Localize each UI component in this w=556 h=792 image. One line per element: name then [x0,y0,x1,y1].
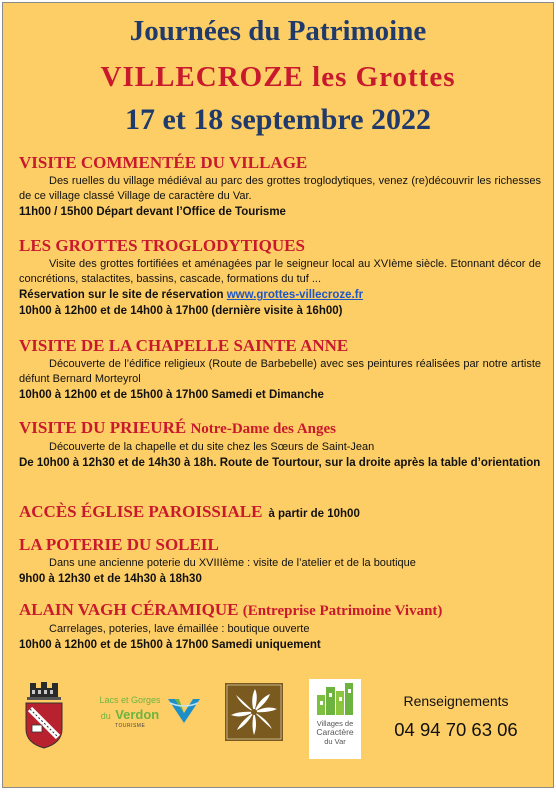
section-time: à partir de 10h00 [268,508,360,520]
section-description: Dans une ancienne poterie du XVIIIème : visite de l’atelier et de la boutique [49,557,416,569]
section-poterie [19,535,541,587]
section-title: VISITE COMMENTÉE DU VILLAGE [19,153,308,172]
section-title: LA POTERIE DU SOLEIL [19,535,219,554]
section-description: Découverte de l’édifice religieux (Route de Barbebelle) avec ses peintures réalisées par notre artiste défunt Bernard Morteyrol [19,358,541,385]
section-grottes [19,236,541,319]
section-schedule: 9h00 à 12h30 et de 14h30 à 18h30 [19,573,202,585]
section-title: LES GROTTES TROGLODYTIQUES [19,236,305,255]
verdon-logo-line1: Lacs et Gorges [99,695,161,705]
sun-swirl-logo-icon [225,683,283,741]
verdon-v-icon [167,697,201,725]
logos-row [3,671,553,781]
reservation-text: Réservation sur le site de réservation [19,289,227,301]
vc-logo-line1: Villages de [316,719,354,728]
section-schedule: 11h00 / 15h00 Départ devant l’Office de Tourisme [19,206,286,218]
section-chapelle [19,336,541,403]
section-description: Découverte de la chapelle et du site chez les Sœurs de Saint-Jean [49,441,375,453]
section-description: Carrelages, poteries, lave émaillée : boutique ouverte [49,623,310,635]
section-title: ACCÈS ÉGLISE PAROISSIALE [19,502,263,521]
verdon-logo-line4: TOURISME [115,723,146,729]
section-schedule: De 10h00 à 12h30 et de 14h30 à 18h. Route de Tourtour, sur la droite après la table d’orientation [19,457,541,469]
section-schedule: 10h00 à 12h00 et de 15h00 à 17h00 Samedi uniquement [19,639,321,651]
section-description: Des ruelles du village médiéval au parc des grottes troglodytiques, venez (re)découvrir les richesses de ce village classé Village de caractère du Var. [19,175,541,202]
verdon-logo-line2: du [100,711,111,721]
header-village: VILLECROZE les Grottes [100,61,456,93]
header-title: Journées du Patrimoine [129,15,427,47]
section-subtitle: (Entreprise Patrimoine Vivant) [242,603,443,619]
section-schedule: 10h00 à 12h00 et de 15h00 à 17h00 Samedi et Dimanche [19,389,324,401]
contact-block [381,693,531,741]
vc-logo-line2: Caractère [316,727,354,737]
section-schedule: 10h00 à 12h00 et de 14h00 à 17h00 (dernière visite à 16h00) [19,305,343,317]
village-skyline-icon [315,683,355,715]
section-subtitle: Notre-Dame des Anges [190,421,336,437]
section-ceramique [19,600,541,653]
villecroze-coat-of-arms-icon [21,679,67,749]
section-description: Visite des grottes fortifiées et aménagées par le seigneur local au XVIème siècle. Etonnant décor de concrétions, stalactites, bassins, cascade, formations du tuf ... [19,258,541,285]
contact-phone: 04 94 70 63 06 [394,719,518,740]
villages-de-caractere-logo [309,679,361,759]
section-title: VISITE DU PRIEURÉ [19,418,187,437]
contact-label: Renseignements [403,693,509,709]
section-eglise [19,502,541,524]
section-prieure [19,418,541,471]
header-dates: 17 et 18 septembre 2022 [124,103,432,136]
vc-logo-line3: du Var [324,737,346,746]
poster [2,2,554,788]
verdon-logo-line3: Verdon [115,707,160,722]
section-title: VISITE DE LA CHAPELLE SAINTE ANNE [19,336,349,355]
section-visite-village [19,153,541,220]
section-title: ALAIN VAGH CÉRAMIQUE [19,600,239,619]
reservation-link[interactable]: www.grottes-villecroze.fr [226,289,364,301]
verdon-tourisme-logo [95,695,205,745]
